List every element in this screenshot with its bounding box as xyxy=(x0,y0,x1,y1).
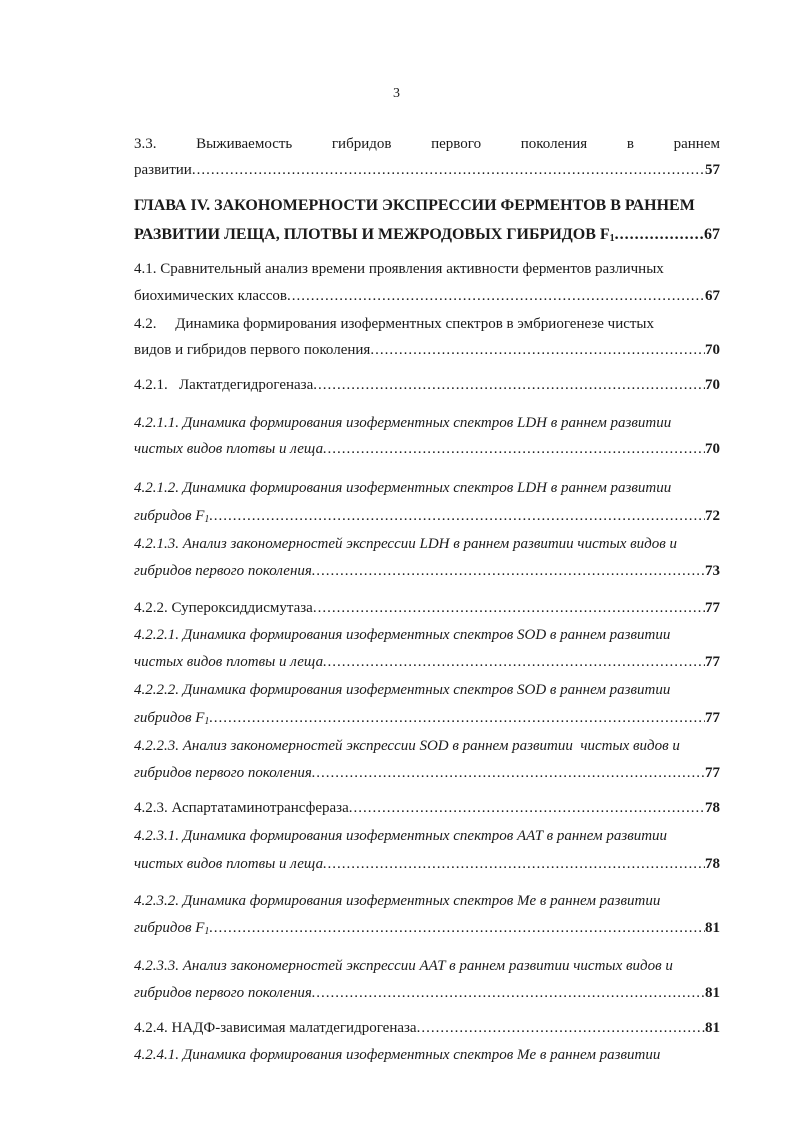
toc-page-number: 72 xyxy=(705,508,720,524)
toc-entry-text: развитии xyxy=(134,162,192,178)
toc-entry-4-2-3-1-line2 xyxy=(134,853,720,875)
toc-chapter-4-line1: ГЛАВА IV. ЗАКОНОМЕРНОСТИ ЭКСПРЕССИИ ФЕРМЕНТОВ В РАННЕМ xyxy=(134,197,695,214)
dot-leader xyxy=(209,505,705,527)
toc-page-number: 81 xyxy=(705,1020,720,1036)
toc-page-number: 77 xyxy=(705,600,720,616)
toc-entry-4-2-2-2-line2 xyxy=(134,707,720,729)
dot-leader xyxy=(349,797,705,819)
toc-entry-4-2-2-3-line1: 4.2.2.3. Анализ закономерностей экспрессии SOD в раннем развитии чистых видов и xyxy=(134,738,680,754)
toc-entry-4-2-2-1-line1: 4.2.2.1. Динамика формирования изоферментных спектров SOD в раннем развитии xyxy=(134,627,671,643)
toc-chapter-4-line2 xyxy=(134,224,720,246)
dot-leader xyxy=(323,438,705,460)
toc-entry-text: 4.2.3. Аспартатаминотрансфераза xyxy=(134,800,349,816)
toc-entry-4-2-3-1-line1: 4.2.3.1. Динамика формирования изоферментных спектров AAT в раннем развитии xyxy=(134,828,668,844)
toc-entry-text: гибридов первого поколения xyxy=(134,563,312,579)
toc-entry-text: чистых видов плотвы и леща xyxy=(134,654,324,670)
toc-word: раннем xyxy=(673,136,720,152)
toc-entry-4-2-3-3-line1: 4.2.3.3. Анализ закономерностей экспрессии AAT в раннем развитии чистых видов и xyxy=(134,958,673,974)
toc-word: Выживаемость xyxy=(196,136,293,152)
toc-entry-4-2-2-1-line2 xyxy=(134,651,720,673)
toc-word: гибридов xyxy=(331,136,392,152)
toc-entry-text: видов и гибридов первого поколения xyxy=(134,342,371,358)
toc-entry-text: 4.2.1. Лактатдегидрогеназа xyxy=(134,377,314,393)
entry-text: гибридов F xyxy=(134,920,205,936)
dot-leader xyxy=(287,285,705,307)
toc-entry-4-2-4 xyxy=(134,1017,720,1039)
toc-entry-4-2-1-1-line1: 4.2.1.1. Динамика формирования изоферментных спектров LDH в раннем развитии xyxy=(134,415,672,431)
toc-page-number: 78 xyxy=(705,800,720,816)
toc-page-number: 70 xyxy=(705,377,720,393)
toc-page-number: 70 xyxy=(705,441,720,457)
toc-page-number: 70 xyxy=(705,342,720,358)
dot-leader xyxy=(209,707,705,729)
page-number: 3 xyxy=(393,86,400,101)
toc-word: поколения xyxy=(520,136,588,152)
toc-entry-4-2-line1: 4.2. Динамика формирования изоферментных спектров в эмбриогенезе чистых xyxy=(134,316,655,332)
toc-page-number: 77 xyxy=(705,654,720,670)
toc-entry-text: чистых видов плотвы и леща xyxy=(134,441,324,457)
toc-entry-3-3-line1 xyxy=(134,133,720,155)
dot-leader xyxy=(312,982,705,1004)
toc-word: в xyxy=(626,136,634,152)
dot-leader xyxy=(323,853,705,875)
toc-entry-text xyxy=(134,917,209,943)
dot-leader xyxy=(417,1017,705,1039)
subscript: 1 xyxy=(204,926,210,937)
toc-page-number: 67 xyxy=(704,226,720,243)
subscript: 1 xyxy=(609,233,615,244)
toc-entry-text: чистых видов плотвы и леща xyxy=(134,856,324,872)
toc-page-number: 81 xyxy=(705,920,720,936)
toc-entry-4-2-2-3-line2 xyxy=(134,762,720,784)
chapter-text: РАЗВИТИИ ЛЕЩА, ПЛОТВЫ И МЕЖРОДОВЫХ ГИБРИДОВ F xyxy=(134,226,610,243)
dot-leader xyxy=(312,762,705,784)
toc-entry-text: 4.2.4. НАДФ-зависимая малатдегидрогеназа xyxy=(134,1020,417,1036)
toc-page-number: 77 xyxy=(705,710,720,726)
dot-leader xyxy=(192,159,705,181)
toc-entry-4-2-1 xyxy=(134,374,720,396)
entry-text: гибридов F xyxy=(134,508,205,524)
toc-page-number: 67 xyxy=(705,288,720,304)
toc-entry-4-2-4-1-line1: 4.2.4.1. Динамика формирования изоферментных спектров Me в раннем развитии xyxy=(134,1047,661,1063)
toc-word: первого xyxy=(431,136,482,152)
toc-entry-4-2-3-3-line2 xyxy=(134,982,720,1004)
subscript: 1 xyxy=(204,716,210,727)
dot-leader xyxy=(313,374,705,396)
entry-text: гибридов F xyxy=(134,710,205,726)
toc-entry-text: биохимических классов xyxy=(134,288,287,304)
toc-entry-4-2-1-1-line2 xyxy=(134,438,720,460)
toc-entry-4-2-3 xyxy=(134,797,720,819)
toc-page-number: 57 xyxy=(705,162,720,178)
toc-page-number: 78 xyxy=(705,856,720,872)
dot-leader xyxy=(615,224,704,246)
toc-entry-4-2-line2 xyxy=(134,339,720,361)
toc-word: 3.3. xyxy=(134,136,157,152)
dot-leader xyxy=(313,597,705,619)
toc-entry-4-2-1-2-line1: 4.2.1.2. Динамика формирования изоферментных спектров LDH в раннем развитии xyxy=(134,480,672,496)
toc-entry-4-2-2 xyxy=(134,597,720,619)
toc-entry-text: гибридов первого поколения xyxy=(134,765,312,781)
toc-entry-4-1-line2 xyxy=(134,285,720,307)
toc-entry-4-1-line1: 4.1. Сравнительный анализ времени проявления активности ферментов различных xyxy=(134,261,664,277)
toc-page-number: 73 xyxy=(705,563,720,579)
toc-entry-text xyxy=(134,224,615,250)
toc-entry-text xyxy=(134,505,209,531)
toc-page-number: 77 xyxy=(705,765,720,781)
dot-leader xyxy=(370,339,705,361)
toc-entry-text: гибридов первого поколения xyxy=(134,985,312,1001)
toc-entry-4-2-3-2-line2 xyxy=(134,917,720,939)
dot-leader xyxy=(323,651,705,673)
toc-entry-4-2-3-2-line1: 4.2.3.2. Динамика формирования изоферментных спектров Me в раннем развитии xyxy=(134,893,661,909)
toc-entry-4-2-1-3-line1: 4.2.1.3. Анализ закономерностей экспрессии LDH в раннем развитии чистых видов и xyxy=(134,536,678,552)
toc-entry-3-3-line2 xyxy=(134,159,720,181)
dot-leader xyxy=(209,917,705,939)
toc-page-number: 81 xyxy=(705,985,720,1001)
toc-entry-4-2-2-2-line1: 4.2.2.2. Динамика формирования изоферментных спектров SOD в раннем развитии xyxy=(134,682,671,698)
toc-entry-4-2-1-3-line2 xyxy=(134,560,720,582)
toc-entry-text: 4.2.2. Супероксиддисмутаза xyxy=(134,600,313,616)
dot-leader xyxy=(312,560,705,582)
toc-entry-text xyxy=(134,707,209,733)
subscript: 1 xyxy=(204,514,210,525)
toc-entry-4-2-1-2-line2 xyxy=(134,505,720,527)
